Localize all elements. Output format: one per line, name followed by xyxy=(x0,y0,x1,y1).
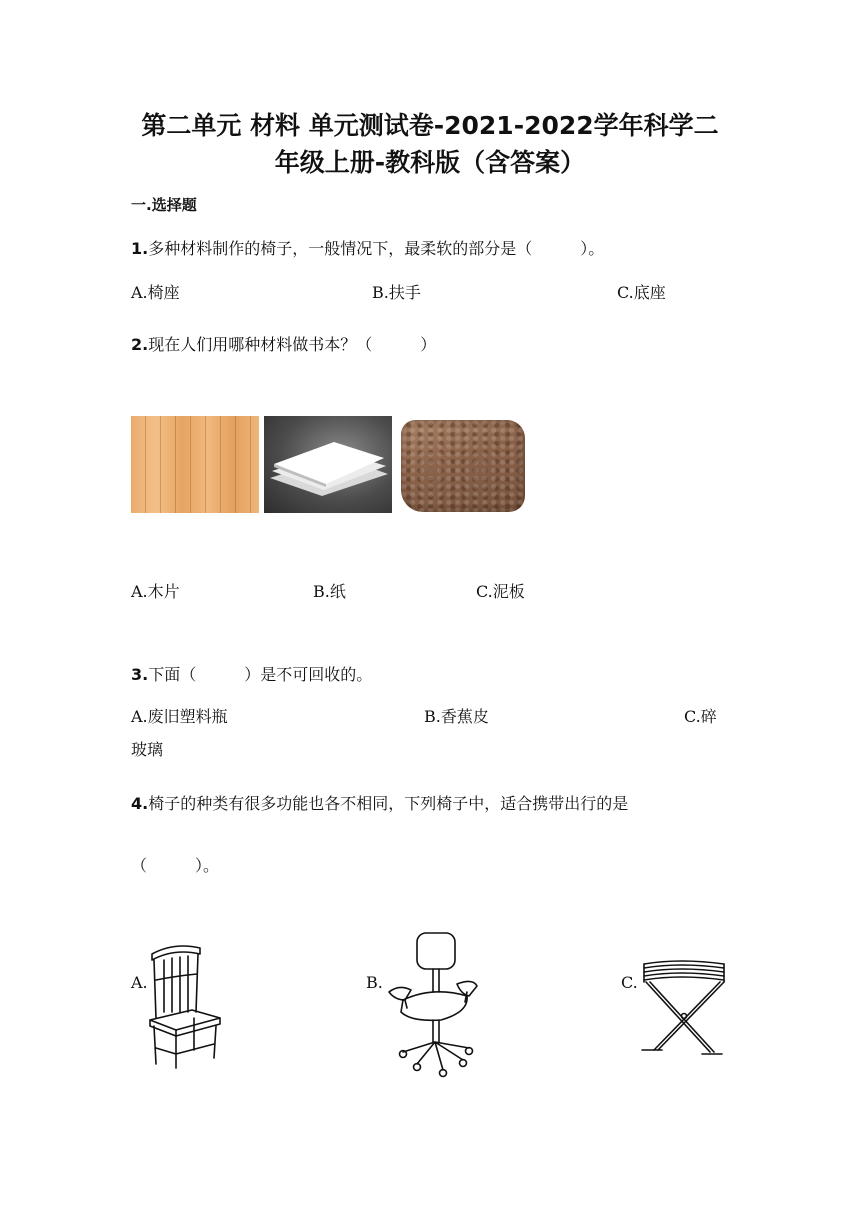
question-4-option-a: A. xyxy=(131,973,148,992)
folding-stool-icon xyxy=(640,954,728,1058)
clay-tablet-image xyxy=(401,420,525,512)
section-heading: 一.选择题 xyxy=(131,196,197,214)
question-3-option-c: C.碎 xyxy=(684,707,717,726)
wood-planks-image xyxy=(131,416,259,513)
page-title-line-1: 第二单元 材料 单元测试卷-2021-2022学年科学二 xyxy=(141,111,719,140)
question-1-option-b: B.扶手 xyxy=(372,283,421,302)
wooden-chair-icon xyxy=(142,940,226,1070)
paper-sheets-icon xyxy=(264,416,392,513)
question-4-option-c: C. xyxy=(621,973,638,992)
question-1-option-c: C.底座 xyxy=(617,283,666,302)
question-3-option-b: B.香蕉皮 xyxy=(424,707,489,726)
question-4-option-b: B. xyxy=(366,973,383,992)
paper-stack-image xyxy=(264,416,392,513)
question-2-option-b: B.纸 xyxy=(313,582,346,601)
page-title-line-2: 年级上册-教科版（含答案） xyxy=(274,148,586,177)
question-4-text: 椅子的种类有很多功能也各不相同，下列椅子中，适合携带出行的是 xyxy=(148,794,629,813)
question-3-number: 3. xyxy=(131,665,149,684)
question-1-text: 多种材料制作的椅子，一般情况下，最柔软的部分是（ ）。 xyxy=(148,239,605,258)
question-2-text: 现在人们用哪种材料做书本？（ ） xyxy=(148,335,437,354)
question-2 xyxy=(131,332,436,355)
question-3-option-c-wrap: 玻璃 xyxy=(131,740,164,759)
question-4 xyxy=(131,791,628,814)
question-4-number: 4. xyxy=(131,794,149,813)
question-1-option-a: A.椅座 xyxy=(131,283,180,302)
question-3 xyxy=(131,662,372,685)
question-2-option-a: A.木片 xyxy=(131,582,180,601)
question-1-number: 1. xyxy=(131,239,149,258)
question-3-text: 下面（ ）是不可回收的。 xyxy=(148,665,373,684)
question-1 xyxy=(131,236,604,259)
question-4-blank: （ ）。 xyxy=(131,856,220,875)
office-chair-icon xyxy=(381,930,479,1080)
question-2-number: 2. xyxy=(131,335,149,354)
question-3-option-a: A.废旧塑料瓶 xyxy=(131,707,228,726)
question-2-option-c: C.泥板 xyxy=(476,582,525,601)
